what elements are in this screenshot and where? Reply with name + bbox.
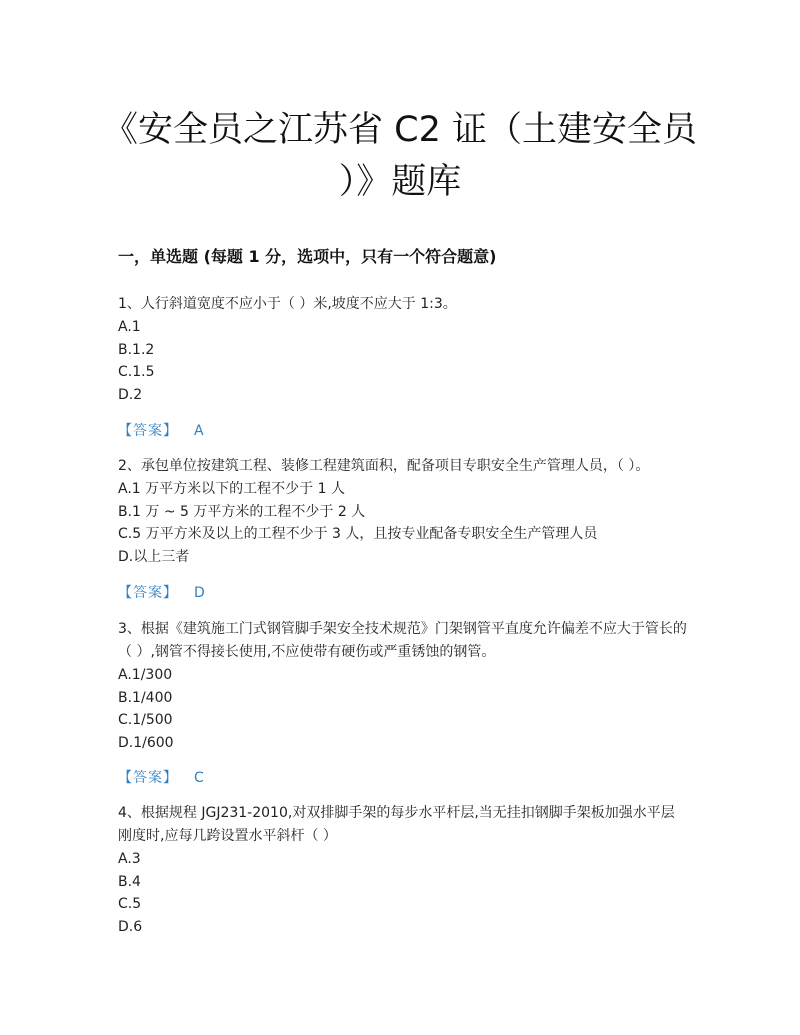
answer-label: 【答案】 — [118, 585, 178, 601]
question-4 — [118, 802, 688, 938]
document-title-line-2: ）》题库 — [338, 162, 462, 202]
question-stem: 2、承包单位按建筑工程、装修工程建筑面积，配备项目专职安全生产管理人员，（ ）。 — [118, 458, 650, 474]
answer-3 — [118, 767, 204, 787]
question-1 — [118, 293, 688, 406]
question-option: A.1 — [118, 319, 141, 335]
answer-value: D — [194, 585, 205, 601]
question-option: C.1/500 — [118, 712, 173, 728]
answer-value: A — [194, 423, 204, 439]
question-option: D.6 — [118, 918, 143, 935]
question-option: C.1.5 — [118, 364, 155, 380]
document-title-line-1: 《安全员之江苏省 C2 证（土建安全员 — [103, 110, 697, 150]
question-option: B.1.2 — [118, 341, 155, 358]
question-option: C.5 万平方米及以上的工程不少于 3 人，且按专业配备专职安全生产管理人员 — [118, 526, 598, 542]
question-option: D.1/600 — [118, 734, 174, 751]
answer-label: 【答案】 — [118, 770, 178, 786]
answer-1 — [118, 420, 204, 440]
question-option: C.5 — [118, 896, 142, 912]
question-option: B.1 万 ~ 5 万平方米的工程不少于 2 人 — [118, 503, 366, 520]
question-2 — [118, 455, 688, 568]
question-stem: 4、根据规程 JGJ231-2010,对双排脚手架的每步水平杆层,当无挂扣钢脚手架板加强水平层刚度时,应每几跨设置水平斜杆（ ） — [118, 805, 675, 844]
answer-label: 【答案】 — [118, 423, 178, 439]
question-option: A.1 万平方米以下的工程不少于 1 人 — [118, 481, 345, 497]
answer-value: C — [194, 770, 204, 786]
question-option: D.以上三者 — [118, 548, 190, 565]
question-option: D.2 — [118, 386, 143, 403]
question-3 — [118, 618, 688, 754]
answer-2 — [118, 582, 205, 602]
question-option: A.1/300 — [118, 667, 173, 683]
question-option: A.3 — [118, 851, 141, 867]
question-stem: 3、根据《建筑施工门式钢管脚手架安全技术规范》门架钢管平直度允许偏差不应大于管长的（ ）,钢管不得接长使用,不应使带有硬伤或严重锈蚀的钢管。 — [118, 621, 687, 660]
question-option: B.4 — [118, 873, 141, 890]
question-stem: 1、人行斜道宽度不应小于（ ）米,坡度不应大于 1:3。 — [118, 296, 457, 312]
section-heading: 一，单选题 (每题 1 分，选项中，只有一个符合题意) — [118, 247, 497, 266]
question-option: B.1/400 — [118, 689, 173, 706]
